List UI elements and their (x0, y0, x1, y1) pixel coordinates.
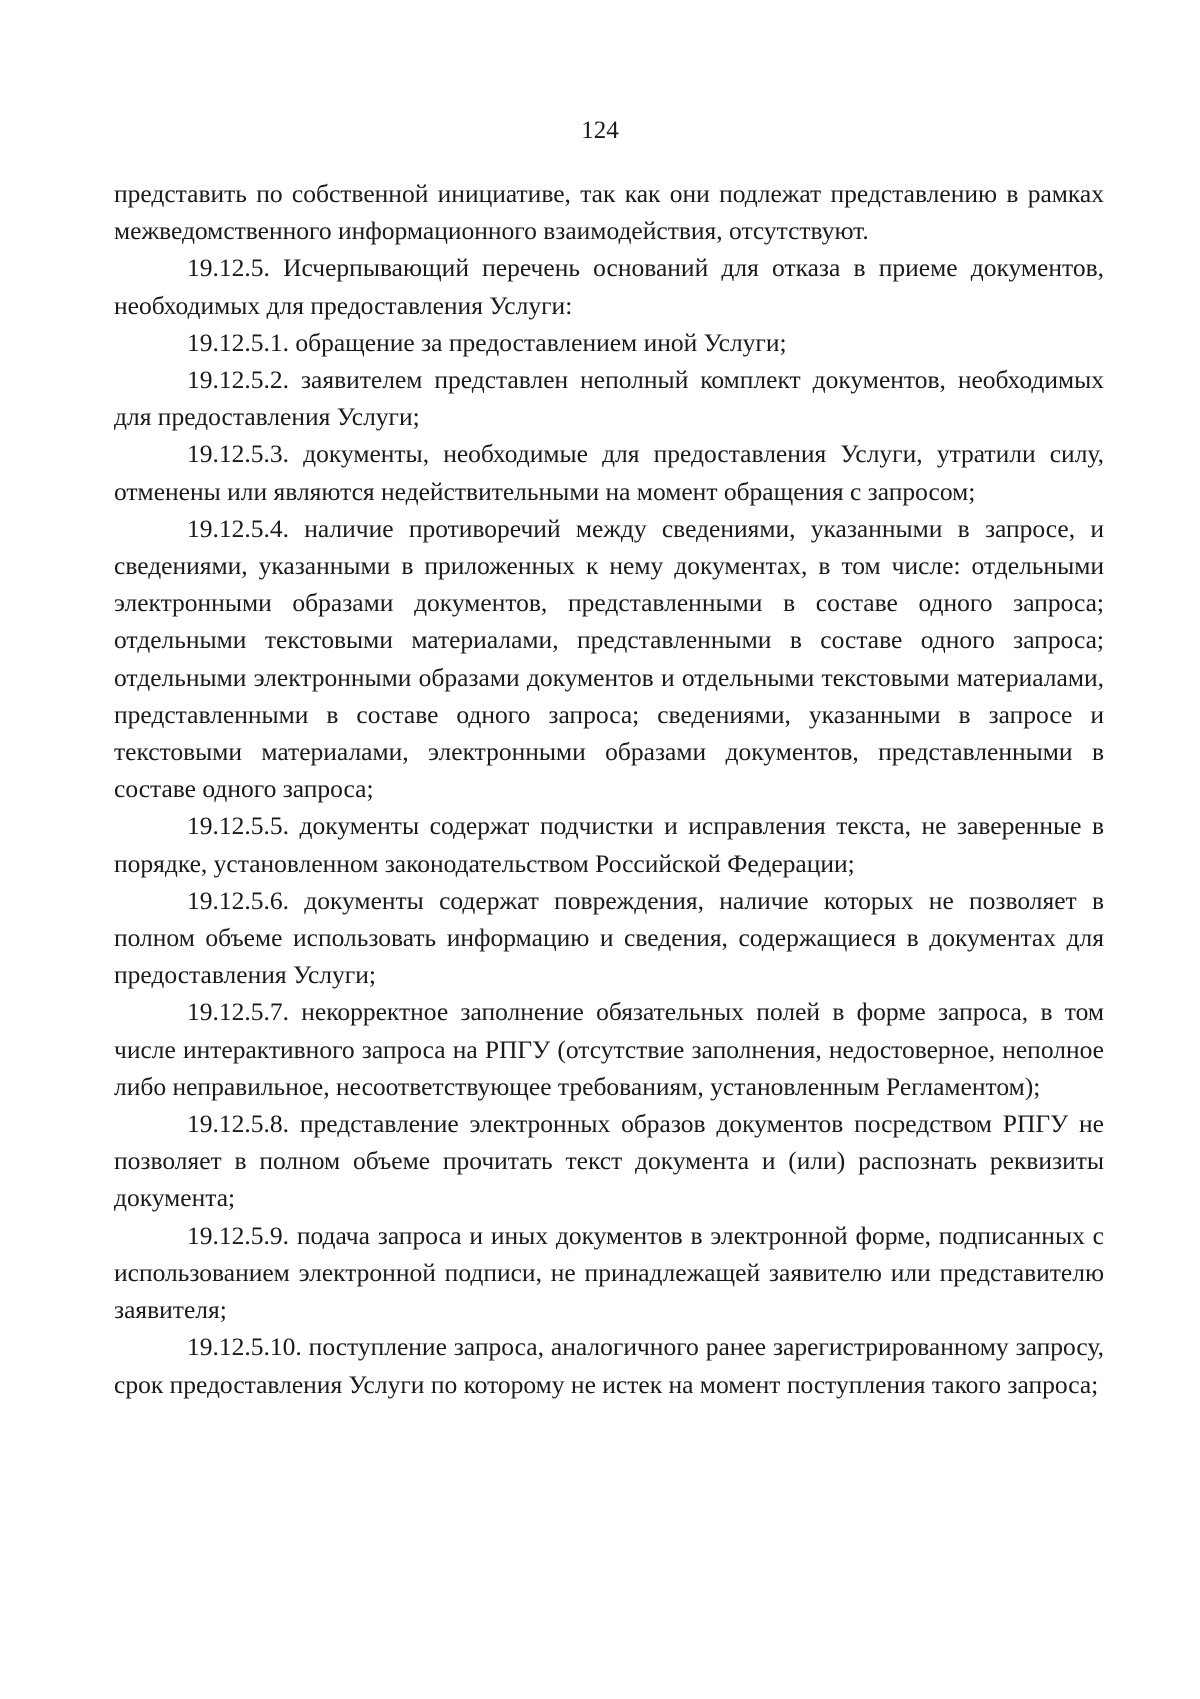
paragraph-19-12-5-5: 19.12.5.5. документы содержат подчистки и исправления текста, не заверенные в порядке, установленном законодательством Российской Федерации; (114, 811, 1104, 878)
paragraph-19-12-5-10: 19.12.5.10. поступление запроса, аналогичного ранее зарегистрированному запросу, срок предоставления Услуги по которому не истек на момент поступления такого запроса; (114, 1332, 1104, 1399)
paragraph-19-12-5-8: 19.12.5.8. представление электронных образов документов посредством РПГУ не позволяет в полном объеме прочитать текст документа и (или) распознать реквизиты документа; (114, 1109, 1104, 1213)
paragraph-19-12-5-4: 19.12.5.4. наличие противоречий между сведениями, указанными в запросе, и сведениями, указанными в приложенных к нему документах, в том числе: отдельными электронными образами документов, представленными в составе одного запроса; отдельными текстовыми материалами, представленными в составе одного запроса; отдельными электронными образами документов и отдельными текстовыми материалами, представленными в составе одного запроса; сведениями, указанными в запросе и текстовыми материалами, электронными образами документов, представленными в составе одного запроса; (114, 513, 1104, 804)
paragraph-19-12-5-9: 19.12.5.9. подача запроса и иных документов в электронной форме, подписанных с использованием электронной подписи, не принадлежащей заявителю или представителю заявителя; (114, 1220, 1104, 1325)
paragraph-continuation: представить по собственной инициативе, так как они подлежат представлению в рамках межведомственного информационного взаимодействия, отсутствуют. (114, 179, 1104, 246)
paragraph-19-12-5: 19.12.5. Исчерпывающий перечень оснований для отказа в приеме документов, необходимых для предоставления Услуги: (114, 253, 1104, 320)
paragraph-19-12-5-2: 19.12.5.2. заявителем представлен неполный комплект документов, необходимых для предоставления Услуги; (114, 365, 1104, 432)
document-body (114, 175, 1104, 1403)
paragraph-19-12-5-6: 19.12.5.6. документы содержат повреждения, наличие которых не позволяет в полном объеме использовать информацию и сведения, содержащиеся в документах для предоставления Услуги; (114, 885, 1104, 990)
paragraph-19-12-5-3: 19.12.5.3. документы, необходимые для предоставления Услуги, утратили силу, отменены или являются недействительными на момент обращения с запросом; (114, 439, 1104, 506)
paragraph-19-12-5-7: 19.12.5.7. некорректное заполнение обязательных полей в форме запроса, в том числе интерактивного запроса на РПГУ (отсутствие заполнения, недостоверное, неполное либо неправильное, несоответствующее требованиям, установленным Регламентом); (114, 997, 1104, 1101)
paragraph-19-12-5-1: 19.12.5.1. обращение за предоставлением иной Услуги; (187, 327, 787, 357)
page-number: 124 (581, 117, 619, 144)
